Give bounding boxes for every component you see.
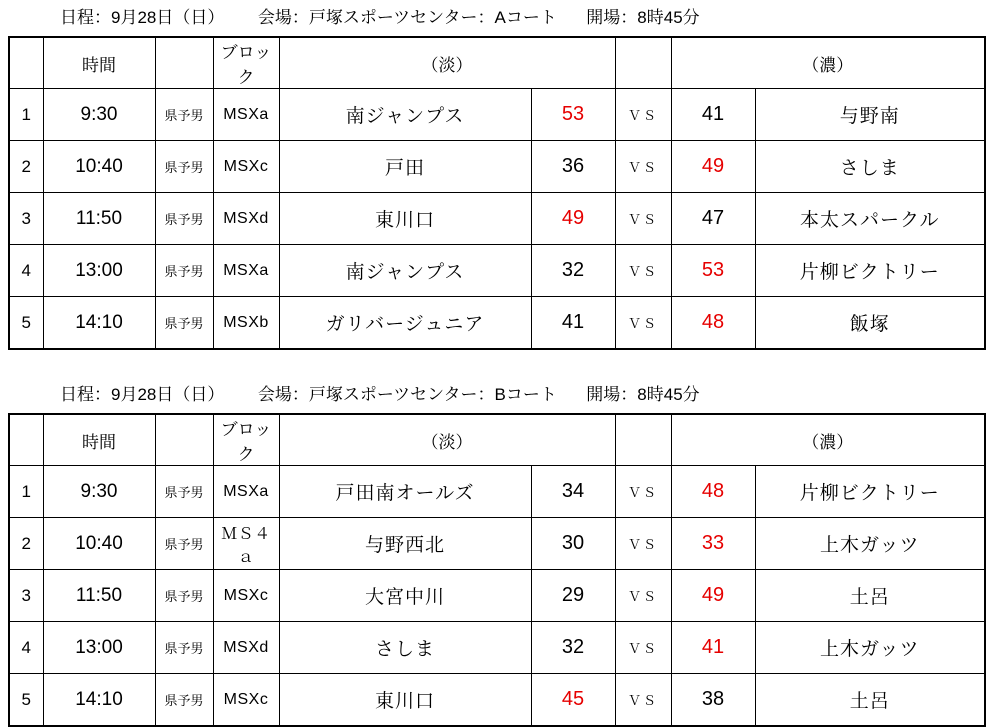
row-score-light: 53 [531,89,615,141]
caption-date: 日程：9月28日（日） [60,385,225,404]
row-block: MSXb [213,297,279,350]
row-time: 11:50 [43,193,155,245]
row-vs: ＶＳ [615,570,671,622]
row-score-light: 29 [531,570,615,622]
row-vs: ＶＳ [615,245,671,297]
row-category: 県予男 [155,466,213,518]
row-score-dark: 41 [671,89,755,141]
row-score-dark: 41 [671,622,755,674]
table-row [9,193,985,245]
row-category: 県予男 [155,297,213,350]
row-score-light: 32 [531,622,615,674]
header-pre [155,37,213,89]
header-no [9,414,43,466]
row-score-light: 30 [531,518,615,570]
table-header-a [9,37,985,89]
table-row [9,570,985,622]
row-block: MSXd [213,622,279,674]
table-body-a [9,89,985,350]
row-score-light: 45 [531,674,615,727]
row-block: MSXa [213,466,279,518]
row-number: 1 [9,466,43,518]
row-team-dark: 上木ガッツ [755,518,985,570]
row-number: 4 [9,622,43,674]
row-time: 14:10 [43,297,155,350]
row-team-light: さしま [279,622,531,674]
row-score-dark: 49 [671,570,755,622]
header-time: 時間 [43,414,155,466]
row-category: 県予男 [155,141,213,193]
header-dark-team: （濃） [671,414,985,466]
row-number: 1 [9,89,43,141]
row-vs: ＶＳ [615,297,671,350]
row-block: MSXa [213,89,279,141]
header-no [9,37,43,89]
row-category: 県予男 [155,622,213,674]
row-team-light: 戸田南オールズ [279,466,531,518]
row-category: 県予男 [155,89,213,141]
row-team-dark: 上木ガッツ [755,622,985,674]
row-time: 9:30 [43,466,155,518]
row-score-dark: 47 [671,193,755,245]
row-score-dark: 33 [671,518,755,570]
row-time: 13:00 [43,245,155,297]
header-block: ブロック [213,414,279,466]
row-vs: ＶＳ [615,466,671,518]
row-team-light: 与野西北 [279,518,531,570]
row-team-dark: 本太スパークル [755,193,985,245]
schedule-caption-b [0,383,992,407]
row-team-dark: 片柳ビクトリー [755,466,985,518]
row-vs: ＶＳ [615,622,671,674]
row-team-light: 東川口 [279,193,531,245]
row-category: 県予男 [155,674,213,727]
row-category: 県予男 [155,570,213,622]
schedule-caption-a [0,6,992,30]
row-number: 3 [9,193,43,245]
row-team-light: 戸田 [279,141,531,193]
table-row [9,141,985,193]
caption-open-time: 開場：8時45分 [586,385,700,404]
table-header-b [9,414,985,466]
row-team-dark: さしま [755,141,985,193]
row-score-dark: 38 [671,674,755,727]
row-score-light: 41 [531,297,615,350]
table-row [9,89,985,141]
row-category: 県予男 [155,518,213,570]
table-row [9,245,985,297]
row-team-light: 大宮中川 [279,570,531,622]
table-row [9,297,985,350]
row-number: 3 [9,570,43,622]
row-block: MSXd [213,193,279,245]
row-number: 2 [9,518,43,570]
schedule-table-a [8,36,986,350]
row-score-light: 36 [531,141,615,193]
row-team-light: 東川口 [279,674,531,727]
row-block: ＭＳ４ａ [213,518,279,570]
row-score-dark: 49 [671,141,755,193]
header-time: 時間 [43,37,155,89]
header-vs [615,37,671,89]
table-row [9,466,985,518]
table-row [9,518,985,570]
header-vs [615,414,671,466]
row-time: 11:50 [43,570,155,622]
table-header-row [9,414,985,466]
row-team-dark: 飯塚 [755,297,985,350]
row-time: 10:40 [43,518,155,570]
row-score-light: 32 [531,245,615,297]
row-score-light: 34 [531,466,615,518]
row-time: 13:00 [43,622,155,674]
header-block: ブロック [213,37,279,89]
row-team-light: 南ジャンプス [279,245,531,297]
row-number: 5 [9,297,43,350]
row-vs: ＶＳ [615,518,671,570]
row-score-dark: 48 [671,297,755,350]
row-vs: ＶＳ [615,674,671,727]
row-time: 14:10 [43,674,155,727]
caption-venue: 会場：戸塚スポーツセンター：Aコート [257,8,557,27]
row-team-dark: 片柳ビクトリー [755,245,985,297]
row-score-dark: 53 [671,245,755,297]
row-category: 県予男 [155,193,213,245]
schedule-block-b [0,350,992,727]
row-vs: ＶＳ [615,193,671,245]
row-team-dark: 与野南 [755,89,985,141]
row-number: 5 [9,674,43,727]
table-body-b [9,466,985,727]
header-dark-team: （濃） [671,37,985,89]
row-vs: ＶＳ [615,89,671,141]
row-score-light: 49 [531,193,615,245]
row-block: MSXc [213,674,279,727]
row-block: MSXc [213,570,279,622]
row-block: MSXc [213,141,279,193]
header-pre [155,414,213,466]
table-header-row [9,37,985,89]
row-block: MSXa [213,245,279,297]
caption-open-time: 開場：8時45分 [586,8,700,27]
schedule-block-a [0,0,992,350]
schedule-table-b [8,413,986,727]
row-team-light: ガリバージュニア [279,297,531,350]
row-team-dark: 土呂 [755,674,985,727]
row-score-dark: 48 [671,466,755,518]
row-team-light: 南ジャンプス [279,89,531,141]
row-time: 10:40 [43,141,155,193]
row-number: 2 [9,141,43,193]
row-vs: ＶＳ [615,141,671,193]
header-light-team: （淡） [279,37,615,89]
table-row [9,622,985,674]
header-light-team: （淡） [279,414,615,466]
row-team-dark: 土呂 [755,570,985,622]
caption-venue: 会場：戸塚スポーツセンター：Bコート [257,385,557,404]
row-category: 県予男 [155,245,213,297]
caption-date: 日程：9月28日（日） [60,8,225,27]
row-time: 9:30 [43,89,155,141]
row-number: 4 [9,245,43,297]
